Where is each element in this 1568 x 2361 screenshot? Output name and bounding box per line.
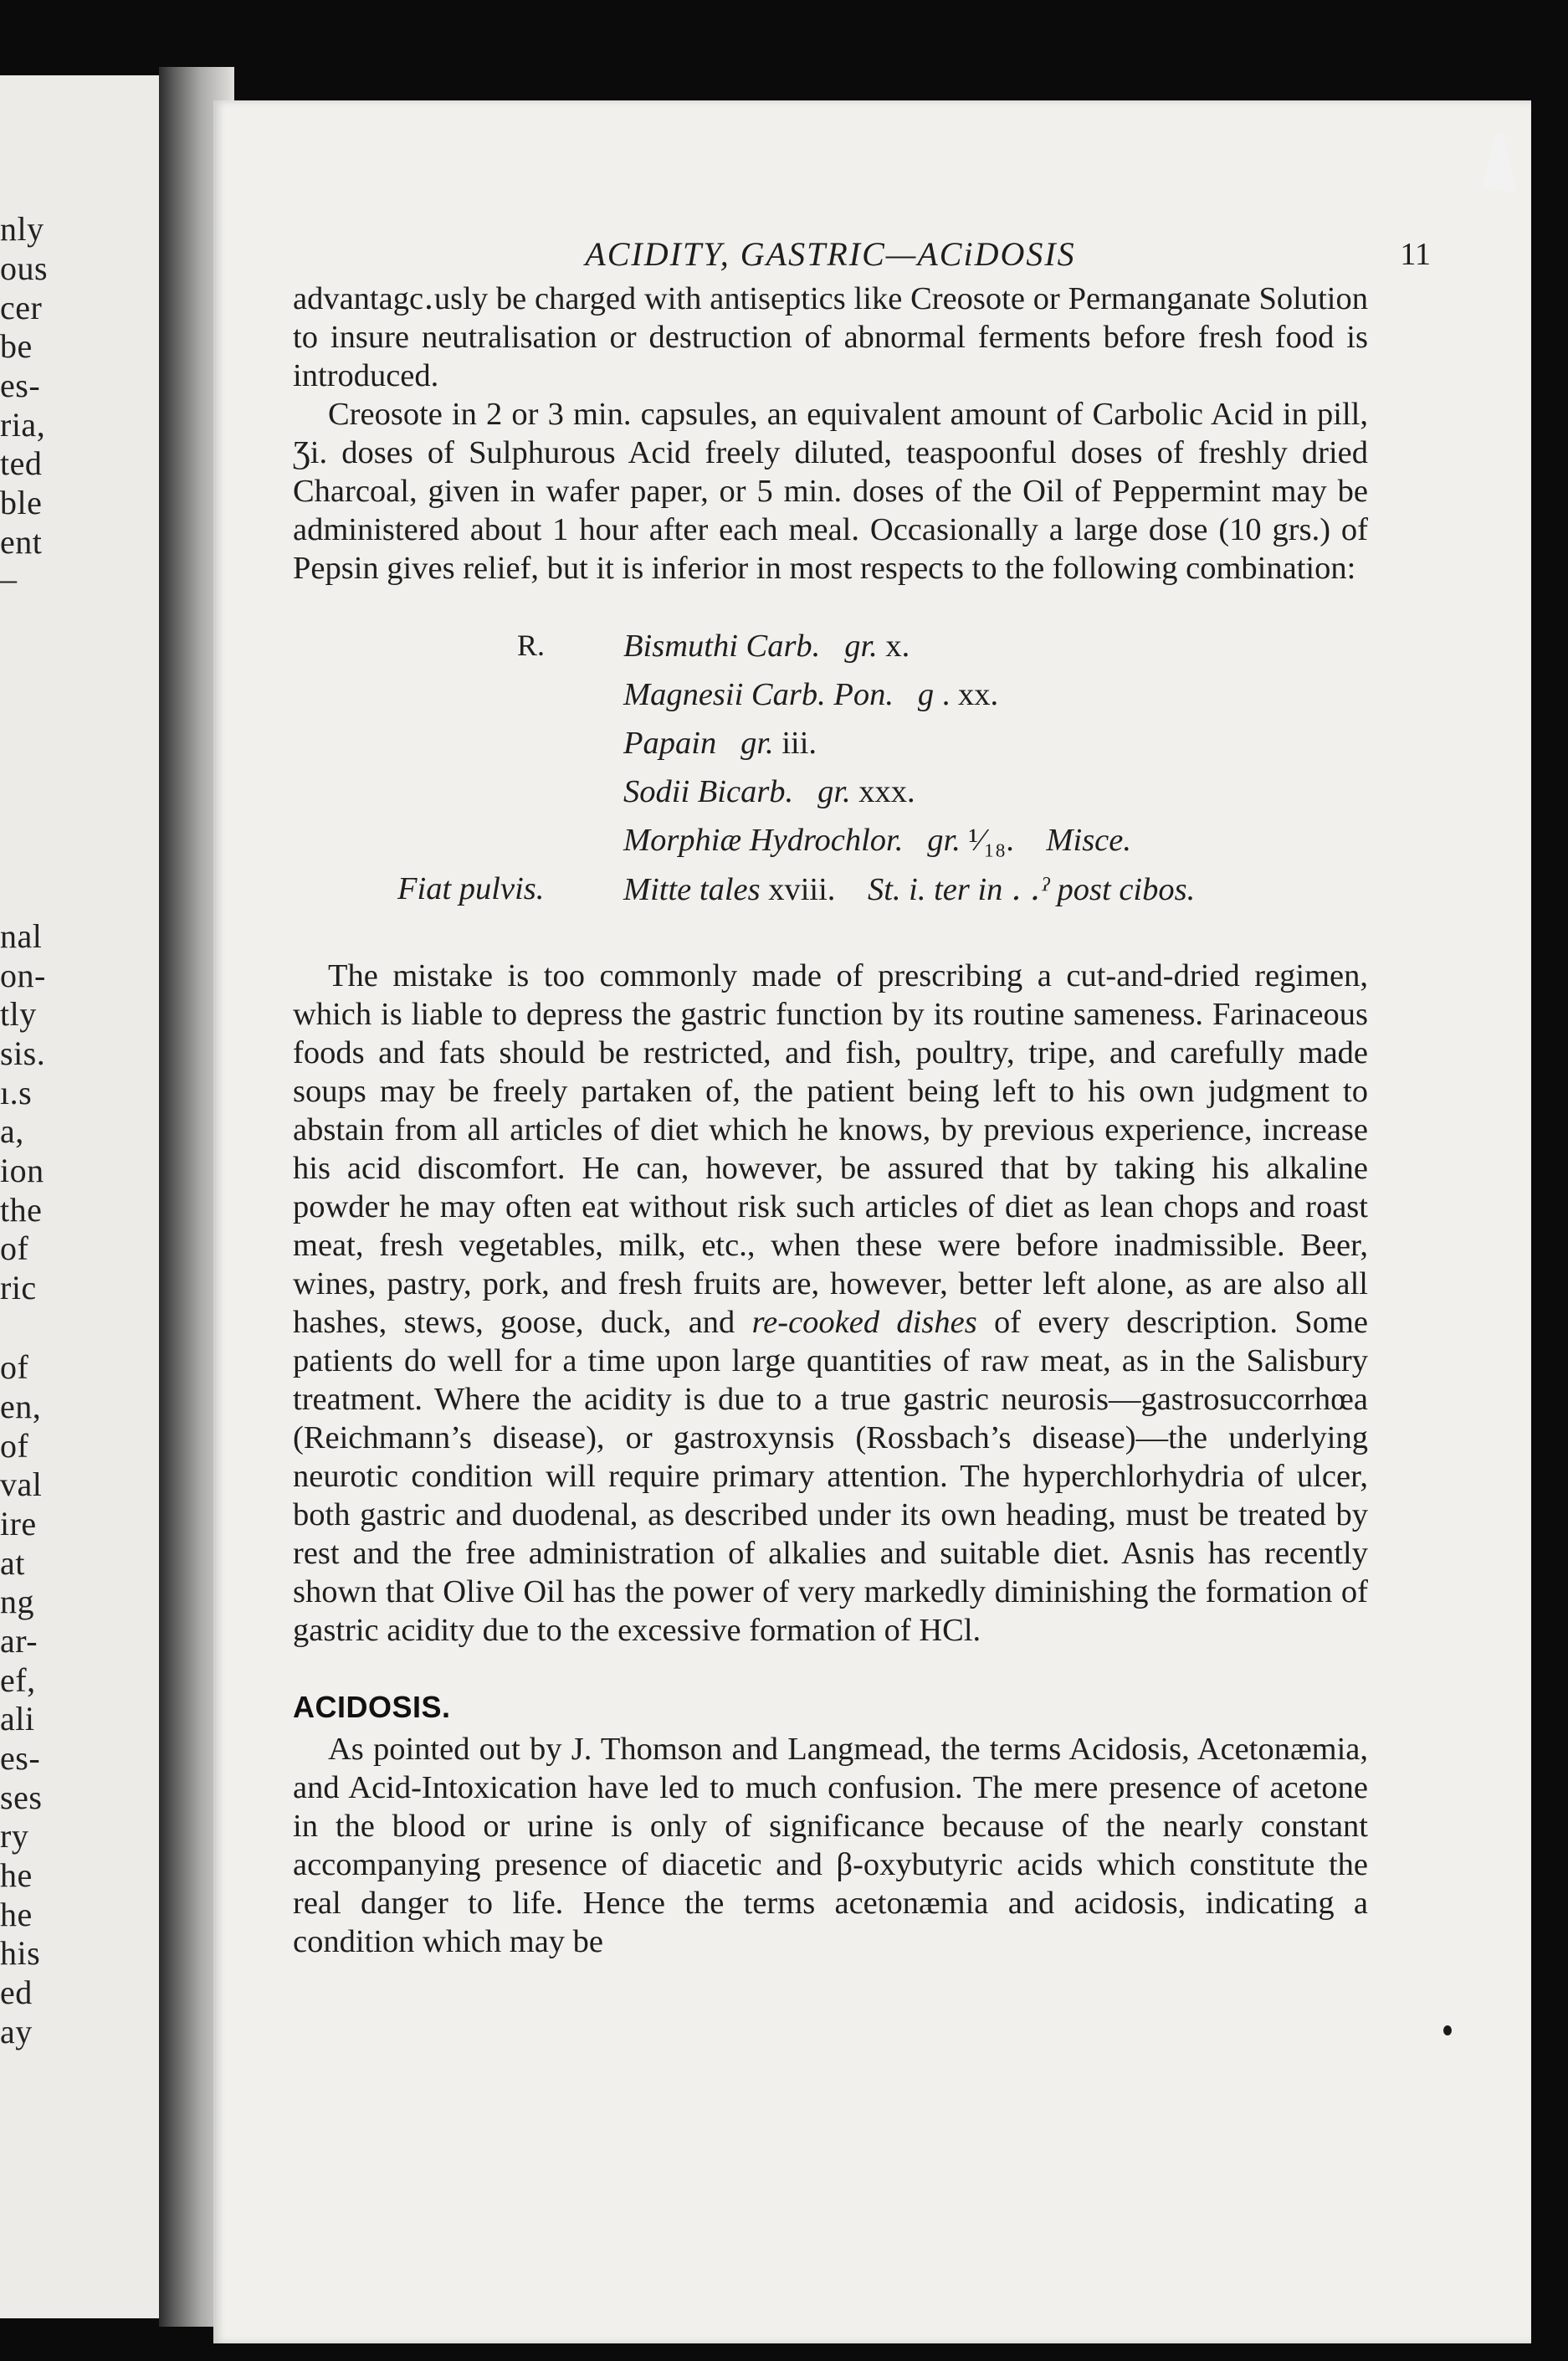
running-title: ACIDITY, GASTRIC—ACiDOSIS bbox=[585, 235, 1076, 273]
left-page-fragment: on- bbox=[0, 957, 46, 994]
rx-misce: Misce. bbox=[1046, 823, 1131, 858]
left-page-fragment: he bbox=[0, 1856, 33, 1894]
left-page-fragment: ı.s bbox=[0, 1074, 33, 1111]
rx-mitte: Mitte tales bbox=[623, 872, 761, 907]
left-page-fragment: a, bbox=[0, 1112, 24, 1150]
paragraph-antiseptics: advantagc․usly be charged with antiseptics like Creosote or Permanganate Solution to insure neutralisation or destruction of abnormal ferments before fresh food is introduced. bbox=[293, 281, 1368, 393]
prescription-block bbox=[293, 628, 1368, 925]
left-page-fragment: at bbox=[0, 1544, 25, 1582]
rx-line bbox=[623, 628, 910, 665]
rx-dose: g bbox=[917, 677, 935, 712]
rx-dose: gr. bbox=[927, 823, 961, 858]
rx-line bbox=[623, 676, 998, 713]
left-page-fragment: ar- bbox=[0, 1622, 38, 1660]
rx-drug: Morphiæ Hydrochlor. bbox=[623, 823, 904, 858]
left-page-fragment: ted bbox=[0, 444, 43, 482]
rx-dose: gr. bbox=[844, 629, 878, 664]
paragraph-regimen-text-rest: of every description. Some patients do well for a time upon large quantities of raw meat, as in the Salisbury treatment. Where the acidity is due to a true gastric neurosis—gastrosuccorrhœa (Reichmann’s disease), or gastroxynsis (Rossbach’s disease)—the underlying neurotic condition will require primary attention. The hyperchlorhydria of ulcer, both gastric and duodenal, as described under its own heading, must be treated by rest and the free administration of alkalies and suitable diet. Asnis has recently shown that Olive Oil has the power of very markedly diminishing the formation of gastric acidity due to the excessive formation of HCl. bbox=[293, 1305, 1368, 1648]
paragraph-creosote: Creosote in 2 or 3 min. capsules, an equivalent amount of Carbolic Acid in pill, Ʒi. doses of Sulphurous Acid freely diluted, teaspoonful doses of freshly dried Charcoal, given in wafer paper, or 5 min. doses of the Oil of Peppermint may be administered about 1 hour after each meal. Occasionally a large dose (10 grs.) of Pepsin gives relief, but it is inferior in most respects to the following combination: bbox=[293, 397, 1368, 586]
rx-amount: . xx. bbox=[941, 677, 999, 712]
section-heading-acidosis: ACIDOSIS. bbox=[293, 1690, 451, 1724]
left-page-fragment: es- bbox=[0, 367, 41, 404]
rx-signa: St. i. bbox=[867, 872, 926, 907]
rx-drug: Papain bbox=[623, 726, 717, 761]
left-page-fragment: of bbox=[0, 1427, 29, 1465]
left-page-fragment: en, bbox=[0, 1388, 42, 1425]
left-page-fragment: es- bbox=[0, 1739, 41, 1777]
rx-fiat-pulvis: Fiat pulvis. bbox=[397, 871, 545, 906]
left-page-fragment: he bbox=[0, 1896, 33, 1933]
rx-mitte-amount: xviii. bbox=[768, 872, 836, 907]
paragraph-regimen-text: The mistake is too commonly made of prescribing a cut-and-dried regimen, which is liable to depress the gastric function by its routine sameness. Farinaceous foods and fats should be restricted, and fish, poultry, tripe, and carefully made soups may be freely partaken of, the patient being left to his own judgment to abstain from all articles of diet which he knows, by previous experience, increase his acid discomfort. He can, however, be assured that by taking his alkaline powder he may often eat without risk such articles of diet as lean chops and roast meat, fresh vegetables, milk, etc., when these were before inadmissible. Beer, wines, pastry, pork, and fresh fruits are, however, better left alone, as are also all hashes, stews, goose, duck, and bbox=[293, 958, 1368, 1340]
rx-amount: iii. bbox=[781, 726, 817, 761]
left-page-fragment: val bbox=[0, 1465, 43, 1503]
left-page-fragment: ali bbox=[0, 1700, 35, 1737]
left-page-fragment: ric bbox=[0, 1269, 37, 1306]
left-page-fragment: ble bbox=[0, 484, 43, 521]
left-page-fragment: the bbox=[0, 1191, 43, 1229]
left-page-fragment: be bbox=[0, 327, 33, 365]
left-page-fragment: sis. bbox=[0, 1034, 46, 1072]
rx-amount: x. bbox=[885, 629, 910, 664]
paragraph-acidosis: As pointed out by J. Thomson and Langmead, the terms Acidosis, Acetonæmia, and Acid-Intoxication have led to much confusion. The mere presence of acetone in the blood or urine is only of significance because of the nearly constant accompanying presence of diacetic and β-oxybutyric acids which constitute the real danger to life. Hence the terms acetonæmia and acidosis, indicating a condition which may be bbox=[293, 1732, 1368, 1959]
left-page-fragment: tly bbox=[0, 995, 37, 1033]
left-page-fragment: ion bbox=[0, 1152, 44, 1189]
left-page-fragment: his bbox=[0, 1934, 41, 1972]
left-page-fragment: ria, bbox=[0, 406, 46, 444]
rx-drug: Magnesii Carb. Pon. bbox=[623, 677, 894, 712]
left-page-fragment: cer bbox=[0, 289, 43, 326]
page-corner-mark bbox=[1483, 134, 1516, 192]
rx-amount: ¹⁄₁₈. bbox=[968, 823, 1014, 858]
page-content bbox=[293, 234, 1431, 1961]
rx-line bbox=[623, 822, 1131, 859]
left-page-fragment: ed bbox=[0, 1973, 33, 2011]
left-page-fragment: ous bbox=[0, 249, 49, 287]
left-page-fragment: ef, bbox=[0, 1661, 36, 1699]
left-page-fragment: of bbox=[0, 1348, 29, 1386]
left-page-fragment: ent bbox=[0, 523, 43, 561]
paragraph-regimen-emphasis: re-cooked dishes bbox=[751, 1305, 977, 1340]
rx-dose: gr. bbox=[817, 774, 851, 809]
left-page-fragment: ire bbox=[0, 1505, 37, 1542]
rx-line bbox=[623, 773, 915, 810]
rx-amount: xxx. bbox=[858, 774, 915, 809]
left-page-fragment: ses bbox=[0, 1778, 43, 1816]
rx-drug: Bismuthi Carb. bbox=[623, 629, 821, 664]
rx-drug: Sodii Bicarb. bbox=[623, 774, 794, 809]
page-number: 11 bbox=[1400, 237, 1431, 272]
rx-symbol: R. bbox=[517, 629, 546, 662]
running-head bbox=[293, 234, 1431, 273]
left-page-fragment: nly bbox=[0, 210, 44, 248]
left-page-fragment: – bbox=[0, 560, 18, 598]
scan-speck bbox=[1443, 2025, 1452, 2035]
rx-dose: gr. bbox=[740, 726, 774, 761]
rx-line bbox=[623, 725, 817, 762]
left-page-fragment: nal bbox=[0, 917, 43, 955]
left-page-fragment: of bbox=[0, 1229, 29, 1267]
left-page-fragment: ay bbox=[0, 2013, 33, 2050]
rx-directions bbox=[623, 870, 1195, 908]
rx-signa-rest: ter in ․ ․ˀ post cibos. bbox=[934, 872, 1196, 907]
left-page-text-fragments bbox=[0, 75, 172, 2318]
left-page-fragment: ry bbox=[0, 1817, 29, 1855]
left-page-fragment: ng bbox=[0, 1583, 34, 1620]
left-page-edge bbox=[0, 75, 172, 2318]
paragraph-regimen bbox=[293, 957, 1368, 1650]
right-page bbox=[213, 100, 1531, 2343]
